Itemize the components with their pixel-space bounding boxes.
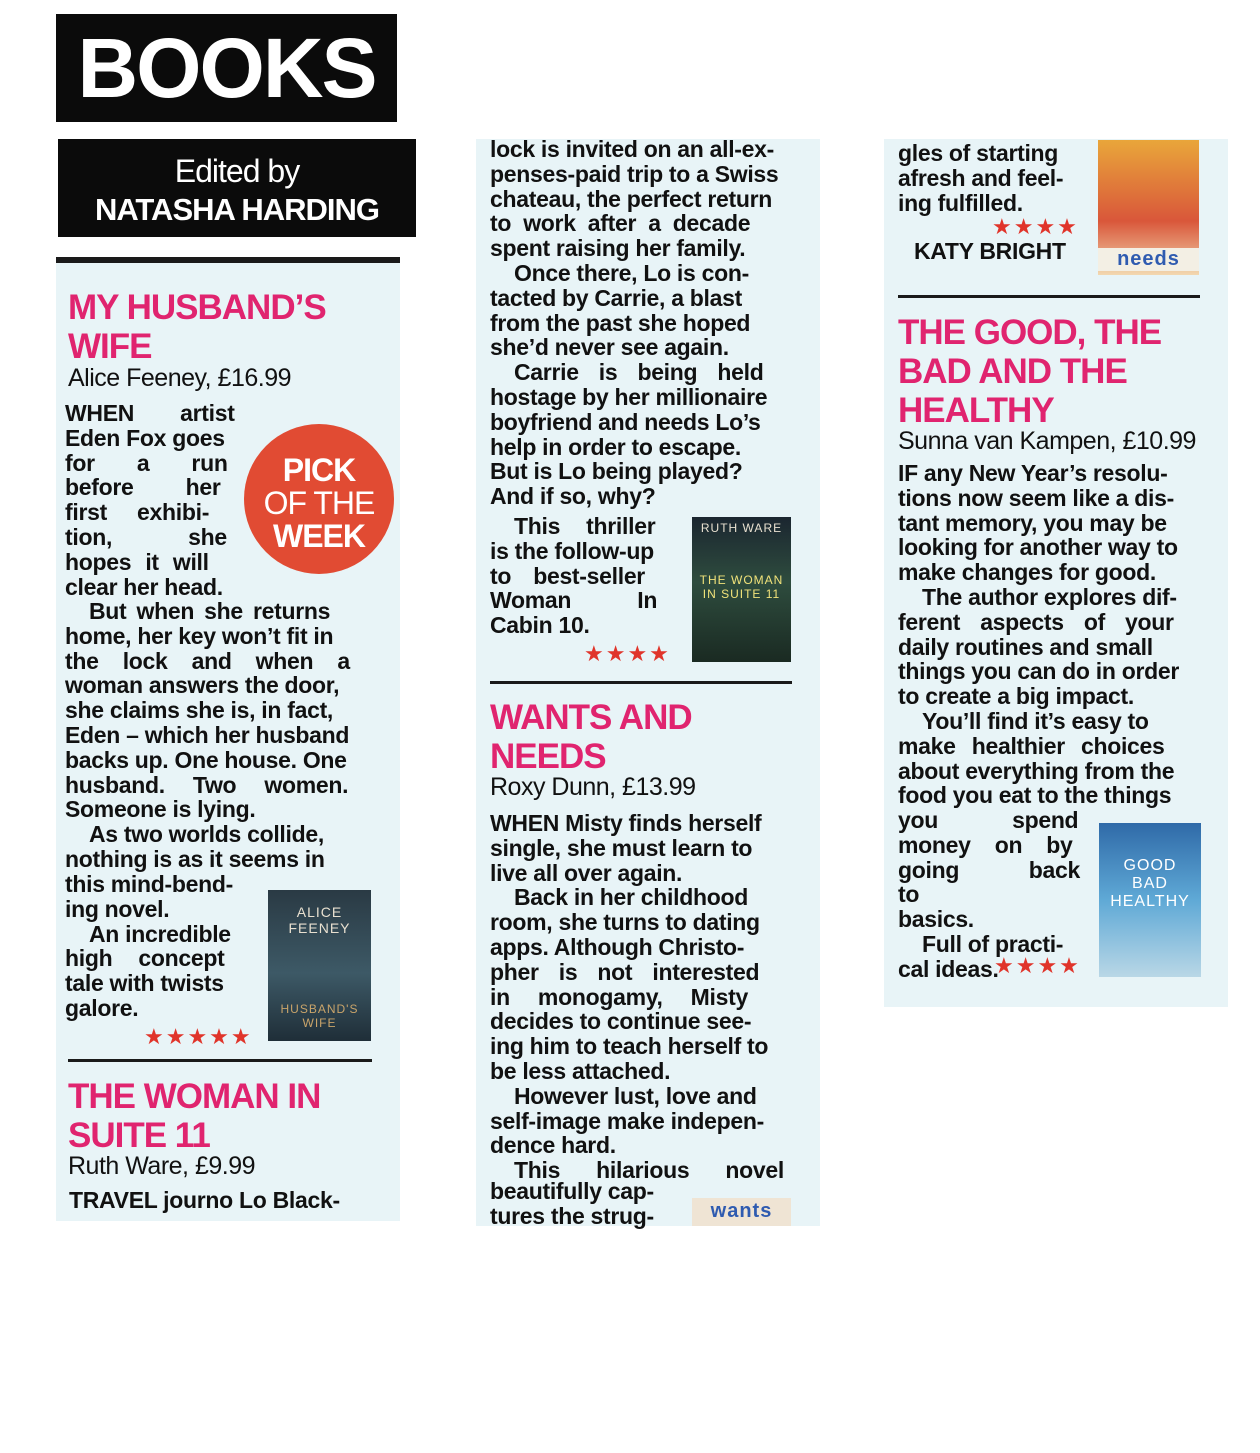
body-line: the lock and when a <box>65 647 350 674</box>
body-line: ing him to teach herself to <box>490 1033 769 1060</box>
body-line: But is Lo being played? <box>490 458 743 485</box>
review-body <box>898 461 1200 808</box>
section-title: BOOKS <box>56 14 397 122</box>
body-line: lock is invited on an all-ex- <box>490 136 774 162</box>
body-line: gles of starting <box>898 140 1059 166</box>
review-body <box>490 1179 670 1229</box>
body-line: help in order to escape. <box>490 433 741 460</box>
title-line: BAD AND THE <box>898 352 1127 391</box>
body-line: backs up. One house. One <box>65 746 347 773</box>
body-line: An incredible <box>89 920 231 947</box>
body-line: And if so, why? <box>490 483 656 510</box>
body-line: However lust, love and <box>514 1082 757 1109</box>
body-line: is the follow-up <box>490 537 654 564</box>
star-rating: ★★★★ <box>994 953 1081 978</box>
book-cover <box>692 517 791 662</box>
body-line: things you can do in order <box>898 658 1179 685</box>
body-line: food you eat to the things <box>898 782 1172 809</box>
review-title <box>490 698 810 776</box>
review-body <box>65 872 255 1021</box>
review-body <box>490 811 792 1183</box>
title-line: HEALTHY <box>898 391 1054 430</box>
divider <box>490 681 792 684</box>
body-line: woman answers the door, <box>65 672 340 699</box>
body-line: about everything from the <box>898 757 1175 784</box>
body-line: hostage by her millionaire <box>490 383 768 410</box>
title-line: MY HUSBAND’S <box>68 288 326 327</box>
body-line: But when she returns <box>89 598 331 624</box>
body-line: The author explores dif- <box>922 583 1177 610</box>
title-line: SUITE 11 <box>68 1116 210 1155</box>
body-line: galore. <box>65 994 139 1021</box>
review-body <box>898 141 1078 215</box>
body-line: afresh and feel- <box>898 164 1064 191</box>
body-line: tures the strug- <box>490 1202 654 1229</box>
body-line: daily routines and small <box>898 633 1153 660</box>
body-line: penses-paid trip to a Swiss <box>490 160 779 187</box>
body-line: nothing is as it seems in <box>65 845 325 872</box>
cover-author: ALICE FEENEY <box>288 904 351 936</box>
title-line: NEEDS <box>490 737 606 776</box>
body-line: tions now seem like a dis- <box>898 484 1174 511</box>
body-line: before her <box>65 474 221 501</box>
body-line: basics. <box>898 906 974 933</box>
review-byline: Ruth Ware, £9.99 <box>68 1152 256 1180</box>
cover-author: RUTH WARE <box>700 521 783 535</box>
body-line: clear her head. <box>65 573 223 600</box>
body-line: to best-seller <box>490 562 645 589</box>
body-line: beautifully cap- <box>490 1178 654 1204</box>
review-byline: Sunna van Kampen, £10.99 <box>898 427 1196 455</box>
body-line: husband. Two women. <box>65 771 349 798</box>
review-body <box>65 599 368 872</box>
body-line: apps. Although Christo- <box>490 933 745 960</box>
review-byline: Roxy Dunn, £13.99 <box>490 773 696 801</box>
star-rating: ★★★★ <box>992 214 1079 239</box>
body-line: spent raising her family. <box>490 235 746 262</box>
cover-title: needs <box>1098 248 1199 271</box>
review-body <box>65 401 241 599</box>
review-byline: Alice Feeney, £16.99 <box>68 364 292 392</box>
review-body <box>490 514 670 638</box>
title-line: WIFE <box>68 327 152 366</box>
body-line: room, she turns to dating <box>490 909 760 936</box>
body-line: Someone is lying. <box>65 796 256 823</box>
pick-of-the-week-badge <box>244 424 394 574</box>
divider <box>68 1059 372 1062</box>
body-line: ing novel. <box>65 895 170 922</box>
reviewer-name: KATY BRIGHT <box>914 238 1066 264</box>
body-line: first exhibi- <box>65 499 210 526</box>
cover-title: wants <box>710 1200 773 1222</box>
badge-line: PICK <box>282 452 356 488</box>
body-line: in monogamy, Misty <box>490 983 748 1010</box>
body-line: make changes for good. <box>898 559 1156 586</box>
editor-name: NATASHA HARDING <box>94 192 380 227</box>
book-cover <box>1099 823 1201 977</box>
cover-title: HUSBAND'S WIFE <box>280 1002 359 1030</box>
body-line: tant memory, you may be <box>898 509 1167 536</box>
body-line: Full of practi- <box>922 930 1064 957</box>
body-line: money on by <box>898 831 1073 858</box>
star-rating: ★★★★ <box>584 641 671 666</box>
body-line: Back in her childhood <box>514 884 748 911</box>
body-line: high concept <box>65 945 225 972</box>
body-line: self-image make indepen- <box>490 1107 764 1134</box>
body-line: Cabin 10. <box>490 612 590 639</box>
badge-line: WEEK <box>273 518 365 554</box>
book-cover <box>692 1198 791 1226</box>
title-line: THE WOMAN IN <box>68 1077 321 1116</box>
book-cover <box>1098 140 1199 275</box>
body-line: pher is not interested <box>490 958 760 985</box>
body-line: As two worlds collide, <box>89 821 324 848</box>
body-line: Once there, Lo is con- <box>514 259 749 286</box>
review-title <box>68 288 398 366</box>
body-line: this mind-bend- <box>65 871 233 897</box>
body-line: Eden – which her husband <box>65 721 350 748</box>
body-line: tale with twists <box>65 970 224 997</box>
body-line: Woman In <box>490 587 658 614</box>
body-line: to work after a decade <box>490 210 751 237</box>
body-line: ferent aspects of your <box>898 608 1174 635</box>
body-line: for a run <box>65 449 228 476</box>
cover-title: GOOD BAD HEALTHY <box>1110 857 1190 910</box>
badge-line: OF THE <box>263 485 375 521</box>
body-line: boyfriend and needs Lo’s <box>490 408 761 435</box>
title-line: WANTS AND <box>490 698 692 737</box>
body-line: dence hard. <box>490 1132 616 1159</box>
body-line: IF any New Year’s resolu- <box>898 460 1168 486</box>
body-line: cal ideas. <box>898 955 999 982</box>
body-line: TRAVEL journo Lo Black- <box>69 1187 340 1213</box>
review-title <box>68 1077 398 1155</box>
body-line: be less attached. <box>490 1057 671 1084</box>
body-line: This thriller <box>514 513 656 539</box>
star-rating: ★★★★★ <box>144 1024 253 1049</box>
body-line: looking for another way to <box>898 534 1178 561</box>
body-line: tion, she <box>65 523 227 550</box>
body-line: make healthier choices <box>898 732 1165 759</box>
body-line: you spend <box>898 807 1079 833</box>
body-line: from the past she hoped <box>490 309 751 336</box>
editor-credit <box>58 139 416 237</box>
title-line: THE GOOD, THE <box>898 313 1162 352</box>
body-line: single, she must learn to <box>490 834 753 861</box>
body-line: You’ll find it’s easy to <box>922 707 1149 734</box>
divider <box>898 295 1200 298</box>
body-line: Eden Fox goes <box>65 424 225 451</box>
review-title <box>898 313 1218 430</box>
body-line: going back to <box>898 856 1080 908</box>
edited-by-label: Edited by <box>174 153 300 189</box>
body-line: hopes it will <box>65 548 209 575</box>
body-line: WHEN artist <box>65 400 235 426</box>
body-line: decides to continue see- <box>490 1008 752 1035</box>
body-line: ing fulfilled. <box>898 189 1023 216</box>
body-line: tacted by Carrie, a blast <box>490 284 742 311</box>
body-line: chateau, the perfect return <box>490 185 773 212</box>
body-line: home, her key won’t fit in <box>65 622 334 649</box>
review-body <box>69 1188 369 1213</box>
body-line: she claims she is, in fact, <box>65 697 334 724</box>
body-line: live all over again. <box>490 859 683 886</box>
body-line: to create a big impact. <box>898 683 1134 710</box>
body-line: WHEN Misty finds herself <box>490 810 762 836</box>
cover-title: THE WOMAN IN SUITE 11 <box>699 573 784 601</box>
review-body <box>490 137 792 509</box>
book-cover <box>268 890 371 1041</box>
body-line: Carrie is being held <box>514 359 764 386</box>
body-line: she’d never see again. <box>490 334 729 361</box>
body-line: This hilarious novel <box>514 1157 784 1184</box>
